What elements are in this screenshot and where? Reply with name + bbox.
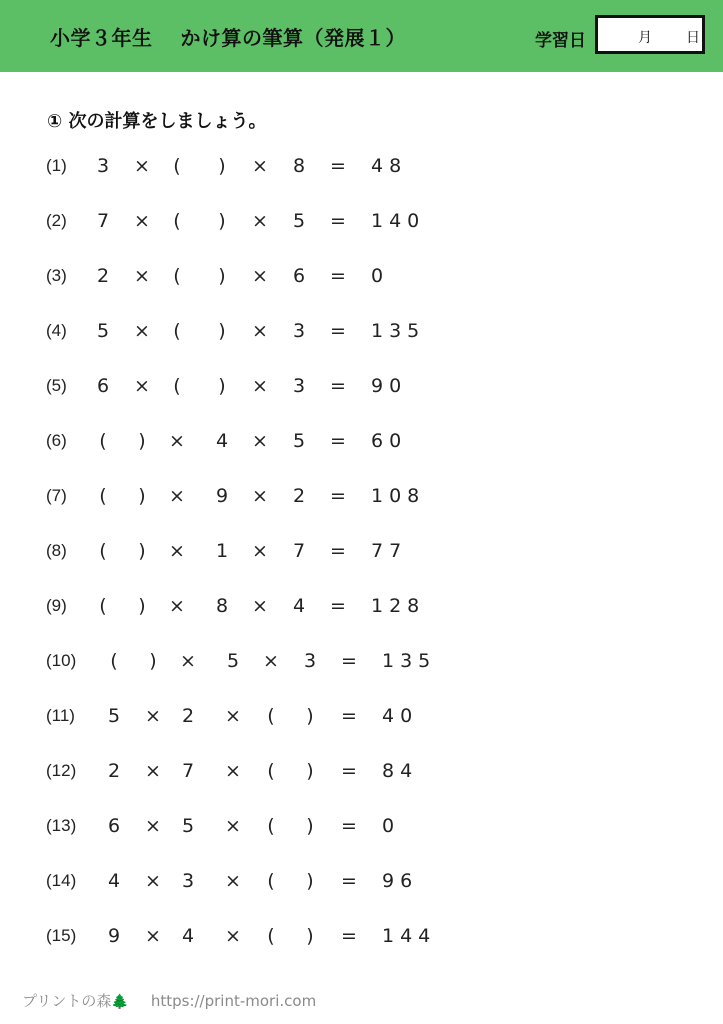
blank-open-paren: ( [267,870,275,892]
blank-open-paren: ( [99,540,107,562]
multiply-sign: × [252,320,268,342]
operand-value: 4 [181,925,195,947]
answer-value: 40 [382,705,419,727]
blank-open-paren: ( [99,485,107,507]
blank-close-paren: ) [218,210,226,232]
problem-number: (8) [46,541,67,560]
problem-row [46,650,686,674]
blank-open-paren: ( [173,375,181,397]
multiply-sign: × [252,210,268,232]
multiply-sign: × [145,705,161,727]
equals-sign: = [341,815,357,837]
operand-value: 4 [107,870,121,892]
operand-value: 1 [215,540,229,562]
multiply-sign: × [134,375,150,397]
operand-value: 5 [226,650,240,672]
blank-close-paren: ) [306,705,314,727]
operand-value: 9 [107,925,121,947]
operand-value: 2 [292,485,306,507]
operand-value: 4 [292,595,306,617]
answer-value: 108 [371,485,426,507]
multiply-sign: × [252,265,268,287]
tree-icon: 🌲 [111,994,129,1010]
answer-value: 135 [371,320,426,342]
problem-number: (10) [46,651,77,670]
header-bar [0,0,723,72]
multiply-sign: × [169,485,185,507]
multiply-sign: × [134,320,150,342]
blank-open-paren: ( [267,760,275,782]
operand-value: 2 [181,705,195,727]
problem-number: (15) [46,926,77,945]
answer-value: 84 [382,760,419,782]
blank-open-paren: ( [173,155,181,177]
problem-number: (14) [46,871,77,890]
blank-open-paren: ( [267,705,275,727]
problem-number: (13) [46,816,77,835]
problem-row [46,485,686,509]
blank-open-paren: ( [267,925,275,947]
operand-value: 8 [215,595,229,617]
operand-value: 5 [107,705,121,727]
equals-sign: = [341,705,357,727]
operand-value: 7 [96,210,110,232]
answer-value: 0 [371,265,390,287]
blank-close-paren: ) [138,485,146,507]
operand-value: 3 [181,870,195,892]
multiply-sign: × [145,925,161,947]
problem-number: (6) [46,431,67,450]
blank-open-paren: ( [99,595,107,617]
problem-row [46,430,686,454]
multiply-sign: × [169,595,185,617]
multiply-sign: × [252,430,268,452]
day-label: 日 [686,30,700,46]
equals-sign: = [341,650,357,672]
problem-row [46,595,686,619]
equals-sign: = [330,265,346,287]
multiply-sign: × [225,870,241,892]
multiply-sign: × [263,650,279,672]
multiply-sign: × [134,155,150,177]
operand-value: 3 [96,155,110,177]
multiply-sign: × [169,540,185,562]
problem-number: (7) [46,486,67,505]
blank-close-paren: ) [306,925,314,947]
blank-open-paren: ( [173,265,181,287]
multiply-sign: × [134,210,150,232]
problem-row [46,210,686,234]
multiply-sign: × [252,375,268,397]
operand-value: 6 [292,265,306,287]
footer-brand: プリントの森 [22,992,112,1010]
operand-value: 5 [181,815,195,837]
equals-sign: = [330,540,346,562]
answer-value: 140 [371,210,426,232]
operand-value: 3 [292,375,306,397]
blank-close-paren: ) [306,870,314,892]
multiply-sign: × [134,265,150,287]
blank-close-paren: ) [218,375,226,397]
multiply-sign: × [169,430,185,452]
multiply-sign: × [145,870,161,892]
problem-number: (4) [46,321,67,340]
equals-sign: = [330,210,346,232]
equals-sign: = [330,485,346,507]
problem-row [46,925,686,949]
problem-number: (2) [46,211,67,230]
multiply-sign: × [180,650,196,672]
blank-close-paren: ) [138,540,146,562]
equals-sign: = [330,320,346,342]
date-label: 学習日 [535,31,586,51]
operand-value: 7 [292,540,306,562]
problem-number: (9) [46,596,67,615]
operand-value: 5 [292,210,306,232]
footer [22,990,316,1011]
problem-row [46,540,686,564]
multiply-sign: × [145,760,161,782]
blank-close-paren: ) [306,815,314,837]
answer-value: 96 [382,870,419,892]
operand-value: 3 [292,320,306,342]
problem-row [46,375,686,399]
page-title: 小学３年生 かけ算の筆算（発展１） [50,26,406,50]
problem-row [46,870,686,894]
operand-value: 7 [181,760,195,782]
multiply-sign: × [252,485,268,507]
problem-row [46,815,686,839]
problem-number: (12) [46,761,77,780]
operand-value: 9 [215,485,229,507]
blank-close-paren: ) [149,650,157,672]
blank-close-paren: ) [138,595,146,617]
problem-number: (3) [46,266,67,285]
equals-sign: = [330,595,346,617]
operand-value: 2 [96,265,110,287]
blank-open-paren: ( [173,210,181,232]
equals-sign: = [341,925,357,947]
multiply-sign: × [225,815,241,837]
multiply-sign: × [252,540,268,562]
operand-value: 4 [215,430,229,452]
answer-value: 90 [371,375,408,397]
blank-close-paren: ) [218,265,226,287]
problem-number: (11) [46,706,75,725]
multiply-sign: × [252,595,268,617]
equals-sign: = [330,430,346,452]
answer-value: 144 [382,925,437,947]
problem-row [46,320,686,344]
operand-value: 6 [107,815,121,837]
blank-open-paren: ( [99,430,107,452]
footer-url[interactable]: https://print-mori.com [150,992,317,1010]
problem-number: (5) [46,376,67,395]
blank-close-paren: ) [218,155,226,177]
blank-open-paren: ( [110,650,118,672]
answer-value: 135 [382,650,437,672]
equals-sign: = [330,155,346,177]
blank-open-paren: ( [173,320,181,342]
equals-sign: = [341,760,357,782]
blank-close-paren: ) [218,320,226,342]
problem-row [46,155,686,179]
instruction-heading: ① 次の計算をしましょう。 [47,111,267,132]
operand-value: 3 [303,650,317,672]
operand-value: 6 [96,375,110,397]
multiply-sign: × [252,155,268,177]
multiply-sign: × [225,705,241,727]
date-field[interactable] [595,15,705,54]
blank-close-paren: ) [138,430,146,452]
blank-close-paren: ) [306,760,314,782]
blank-open-paren: ( [267,815,275,837]
problem-row [46,265,686,289]
operand-value: 2 [107,760,121,782]
multiply-sign: × [225,925,241,947]
answer-value: 60 [371,430,408,452]
operand-value: 5 [292,430,306,452]
operand-value: 5 [96,320,110,342]
multiply-sign: × [145,815,161,837]
answer-value: 0 [382,815,401,837]
month-label: 月 [638,30,652,46]
answer-value: 48 [371,155,408,177]
problem-row [46,705,686,729]
operand-value: 8 [292,155,306,177]
answer-value: 128 [371,595,426,617]
multiply-sign: × [225,760,241,782]
equals-sign: = [341,870,357,892]
equals-sign: = [330,375,346,397]
problem-number: (1) [46,156,67,175]
problem-row [46,760,686,784]
answer-value: 77 [371,540,408,562]
